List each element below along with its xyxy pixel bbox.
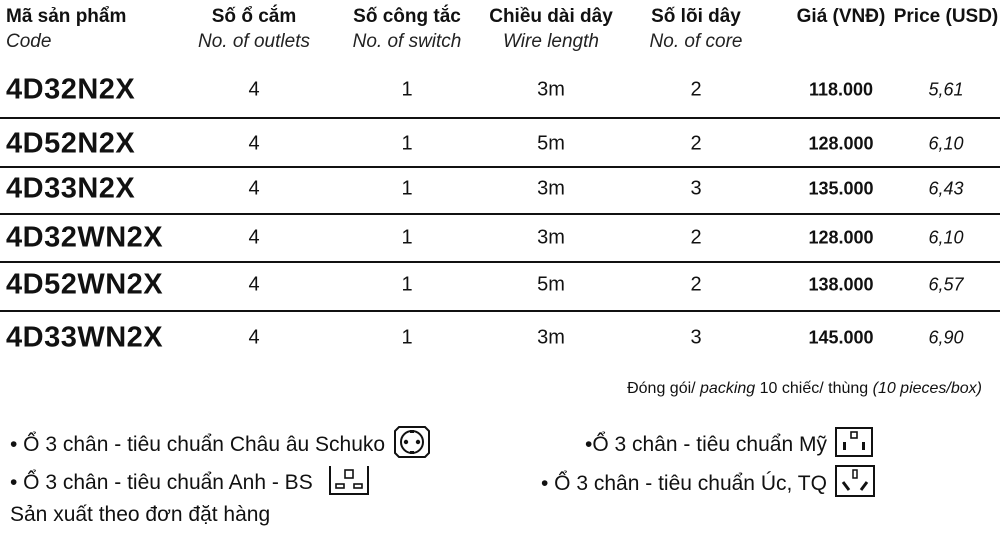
row-outlets: 4: [248, 132, 260, 155]
header-usd: [894, 6, 999, 28]
row-price-usd: 6,57: [928, 274, 964, 295]
bullet-au: [541, 463, 877, 505]
row-switch: 1: [401, 78, 413, 101]
header-code: [6, 6, 126, 53]
packing-en2: (10 pieces/box): [872, 380, 982, 397]
bullet-us-text: •Ổ 3 chân - tiêu chuẩn Mỹ: [585, 433, 827, 456]
schuko-socket-icon: [391, 423, 433, 467]
row-code: 4D32N2X: [6, 73, 136, 106]
header-wire: [489, 6, 613, 53]
row-core: 2: [690, 78, 702, 101]
row-divider: [0, 261, 1000, 263]
row-wire: 3m: [537, 226, 565, 249]
bullet-schuko-text: • Ổ 3 chân - tiêu chuẩn Châu âu Schuko: [10, 433, 386, 456]
row-price-vnd: 145.000: [808, 327, 874, 348]
row-core: 3: [690, 177, 702, 200]
row-code: 4D52N2X: [6, 127, 136, 160]
packing-note: [627, 380, 982, 398]
row-price-vnd: 128.000: [808, 227, 874, 248]
row-price-usd: 6,10: [928, 133, 964, 154]
row-core: 2: [690, 226, 702, 249]
header-outlets-en: No. of outlets: [198, 31, 310, 52]
header-code-vi: Mã sản phẩm: [6, 6, 127, 27]
footer-note: Sản xuất theo đơn đặt hàng: [10, 503, 271, 526]
row-core: 3: [690, 326, 702, 349]
table-row: [0, 265, 1000, 305]
row-switch: 1: [401, 273, 413, 296]
packing-vi: Đóng gói/: [627, 380, 701, 397]
row-price-vnd: 128.000: [808, 133, 874, 154]
table-row: [0, 70, 1000, 110]
row-outlets: 4: [248, 326, 260, 349]
header-vnd: [797, 6, 886, 28]
row-outlets: 4: [248, 273, 260, 296]
row-switch: 1: [401, 132, 413, 155]
header-core-vi: Số lõi dây: [651, 6, 741, 27]
header-outlets-vi: Số ổ cắm: [211, 6, 297, 27]
row-core: 2: [690, 132, 702, 155]
table-row: [0, 169, 1000, 209]
row-switch: 1: [401, 177, 413, 200]
row-price-vnd: 135.000: [808, 178, 874, 199]
header-wire-en: Wire length: [503, 31, 599, 52]
row-outlets: 4: [248, 78, 260, 101]
header-code-en: Code: [6, 31, 52, 52]
row-wire: 3m: [537, 326, 565, 349]
row-price-usd: 6,90: [928, 327, 964, 348]
header-wire-vi: Chiều dài dây: [489, 6, 613, 27]
header-core-en: No. of core: [649, 31, 743, 52]
row-switch: 1: [401, 226, 413, 249]
row-switch: 1: [401, 326, 413, 349]
header-switch-vi: Số công tắc: [353, 6, 461, 27]
bullet-us: [585, 425, 875, 465]
packing-count: 10 chiếc/ thùng: [755, 380, 873, 397]
row-divider: [0, 166, 1000, 168]
header-switch-en: No. of switch: [352, 31, 462, 52]
row-divider: [0, 117, 1000, 119]
bullet-bs: [10, 463, 371, 503]
header-switch: [353, 6, 462, 53]
row-divider: [0, 310, 1000, 312]
table-row: [0, 318, 1000, 358]
packing-en: packing: [700, 380, 756, 397]
row-code: 4D33N2X: [6, 172, 136, 205]
row-divider: [0, 213, 1000, 215]
header-usd-vi: Price (USD): [893, 6, 999, 27]
row-wire: 5m: [537, 273, 565, 296]
table-row: [0, 124, 1000, 164]
row-code: 4D33WN2X: [6, 321, 164, 354]
row-outlets: 4: [248, 177, 260, 200]
row-price-usd: 6,10: [928, 227, 964, 248]
header-vnd-vi: Giá (VNĐ): [796, 6, 886, 27]
bullet-au-text: • Ổ 3 chân - tiêu chuẩn Úc, TQ: [541, 472, 827, 495]
bullet-schuko: [10, 423, 433, 467]
row-outlets: 4: [248, 226, 260, 249]
row-price-usd: 6,43: [928, 178, 964, 199]
bullet-bs-text: • Ổ 3 chân - tiêu chuẩn Anh - BS: [10, 471, 313, 494]
row-code: 4D32WN2X: [6, 221, 164, 254]
header-core: [650, 6, 743, 53]
row-core: 2: [690, 273, 702, 296]
row-code: 4D52WN2X: [6, 268, 164, 301]
us-socket-icon: [833, 425, 875, 465]
row-price-vnd: 118.000: [808, 79, 874, 100]
row-price-usd: 5,61: [928, 79, 964, 100]
au-socket-icon: [833, 463, 877, 505]
row-price-vnd: 138.000: [808, 274, 874, 295]
row-wire: 3m: [537, 177, 565, 200]
table-row: [0, 218, 1000, 258]
row-wire: 5m: [537, 132, 565, 155]
bs-socket-icon: [327, 463, 371, 503]
header-outlets: [198, 6, 310, 53]
row-wire: 3m: [537, 78, 565, 101]
